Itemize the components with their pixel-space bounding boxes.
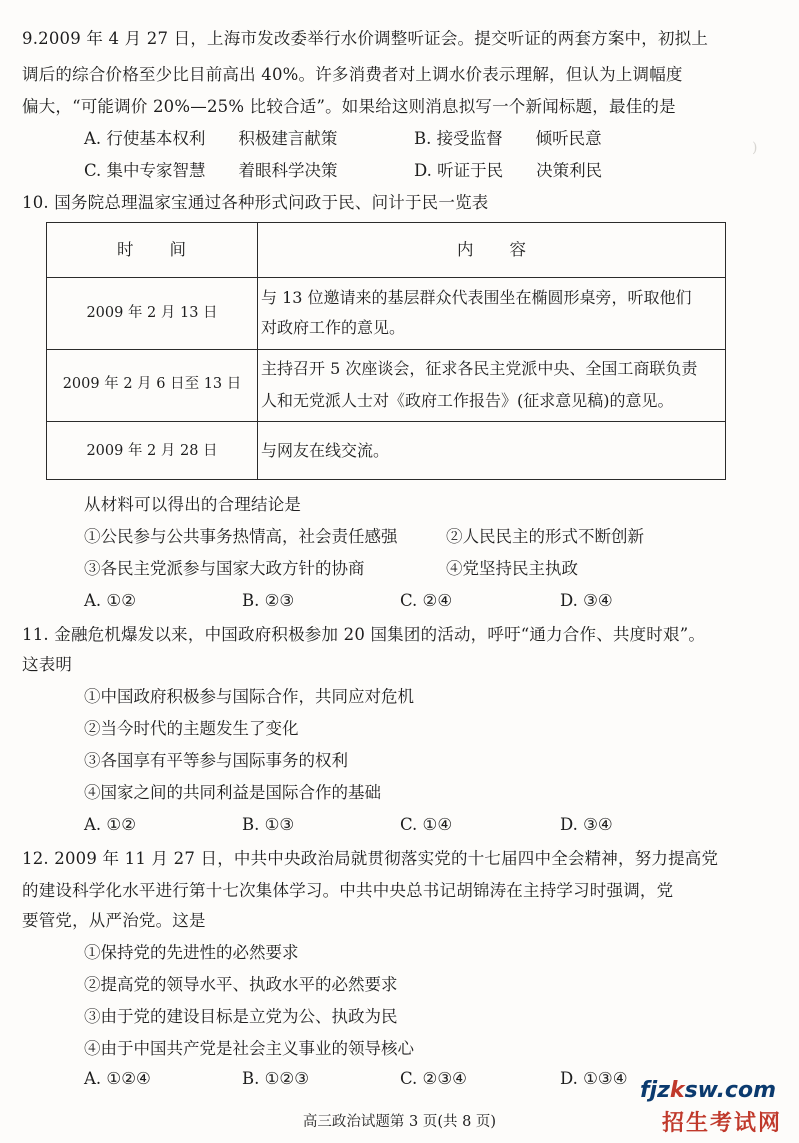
q10-choice-2: ②人民民主的形式不断创新 [446, 527, 644, 546]
table-row-divider [47, 349, 725, 350]
q10-choice-4: ④党坚持民主执政 [446, 559, 578, 578]
q10-option-c: C. ②④ [400, 591, 453, 610]
q9-stem-line-1: 9.2009 年 4 月 27 日，上海市发改委举行水价调整听证会。提交听证的两套方案中，初拟上 [22, 29, 709, 48]
q10-option-b: B. ②③ [242, 591, 295, 610]
watermark-url-part: sw.com [684, 1078, 777, 1103]
q12-option-c: C. ②③④ [400, 1069, 467, 1088]
q10-lead: 从材料可以得出的合理结论是 [84, 495, 302, 514]
watermark-url [640, 1078, 776, 1103]
table-row-2-content-line-2: 人和无党派人士对《政府工作报告》(征求意见稿)的意见。 [261, 391, 674, 410]
q10-option-d: D. ③④ [560, 591, 613, 610]
table-row-3-content: 与网友在线交流。 [261, 441, 390, 460]
q9-option-b: B. 接受监督 倾听民意 [414, 129, 602, 148]
q11-option-c: C. ①④ [400, 815, 453, 834]
q12-stem-line-1: 12. 2009 年 11 月 27 日，中共中央政治局就贯彻落实党的十七届四中全会精神，努力提高党 [22, 849, 719, 868]
table-row-1-content-line-2: 对政府工作的意见。 [261, 318, 406, 337]
q11-option-d: D. ③④ [560, 815, 613, 834]
q9-stem-line-3: 偏大，“可能调价 20%—25% 比较合适”。如果给这则消息拟写一个新闻标题，最佳的是 [22, 97, 676, 116]
q12-choice-4: ④由于中国共产党是社会主义事业的领导核心 [84, 1039, 414, 1058]
table-header-content: 内 容 [457, 240, 527, 259]
q11-choice-3: ③各国享有平等参与国际事务的权利 [84, 751, 348, 770]
table-row-divider [47, 421, 725, 422]
q11-choice-1: ①中国政府积极参与国际合作，共同应对危机 [84, 687, 414, 706]
q11-stem-line-2: 这表明 [22, 655, 73, 674]
table-row-divider [47, 277, 725, 278]
bleed-through-mark: ) [752, 140, 758, 156]
table-row-1-content-line-1: 与 13 位邀请来的基层群众代表围坐在椭圆形桌旁，听取他们 [261, 288, 692, 307]
q9-stem-line-2: 调后的综合价格至少比目前高出 40%。许多消费者对上调水价表示理解，但认为上调幅度 [22, 65, 683, 84]
q10-option-a: A. ①② [84, 591, 136, 610]
table-row-1-time: 2009 年 2 月 13 日 [86, 305, 218, 321]
table-row-3-time: 2009 年 2 月 28 日 [86, 443, 218, 459]
watermark-url-k: k [669, 1078, 685, 1103]
q12-stem-line-2: 的建设科学化水平进行第十七次集体学习。中共中央总书记胡锦涛在主持学习时强调，党 [22, 881, 674, 900]
q12-choice-2: ②提高党的领导水平、执政水平的必然要求 [84, 975, 398, 994]
q10-choice-3: ③各民主党派参与国家大政方针的协商 [84, 559, 365, 578]
q12-option-d: D. ①③④ [560, 1069, 628, 1088]
q12-stem-line-3: 要管党，从严治党。这是 [22, 911, 206, 930]
q12-option-a: A. ①②④ [84, 1069, 151, 1088]
q10-table [46, 222, 726, 480]
q12-choice-3: ③由于党的建设目标是立党为公、执政为民 [84, 1007, 398, 1026]
watermark-site-name: 招生考试网 [662, 1111, 783, 1136]
watermark-url-part: fjz [640, 1078, 670, 1103]
q10-choice-1: ①公民参与公共事务热情高，社会责任感强 [84, 527, 398, 546]
q11-option-b: B. ①③ [242, 815, 295, 834]
q11-choice-2: ②当今时代的主题发生了变化 [84, 719, 299, 738]
table-row-2-time: 2009 年 2 月 6 日至 13 日 [62, 376, 242, 392]
page-footer: 高三政治试题第 3 页(共 8 页) [302, 1114, 497, 1130]
q10-stem: 10. 国务院总理温家宝通过各种形式问政于民、问计于民一览表 [22, 193, 489, 212]
q9-option-a: A. 行使基本权利 积极建言献策 [84, 129, 338, 148]
table-header-time: 时 间 [117, 240, 187, 259]
q11-stem-line-1: 11. 金融危机爆发以来，中国政府积极参加 20 国集团的活动，呼吁“通力合作、共度时艰”。 [22, 625, 706, 644]
q11-choice-4: ④国家之间的共同利益是国际合作的基础 [84, 783, 381, 802]
q9-option-c: C. 集中专家智慧 着眼科学决策 [84, 161, 338, 180]
q12-option-b: B. ①②③ [242, 1069, 309, 1088]
q11-option-a: A. ①② [84, 815, 136, 834]
q12-choice-1: ①保持党的先进性的必然要求 [84, 943, 299, 962]
table-row-2-content-line-1: 主持召开 5 次座谈会，征求各民主党派中央、全国工商联负责 [261, 359, 698, 378]
q9-option-d: D. 听证于民 决策利民 [414, 161, 603, 180]
